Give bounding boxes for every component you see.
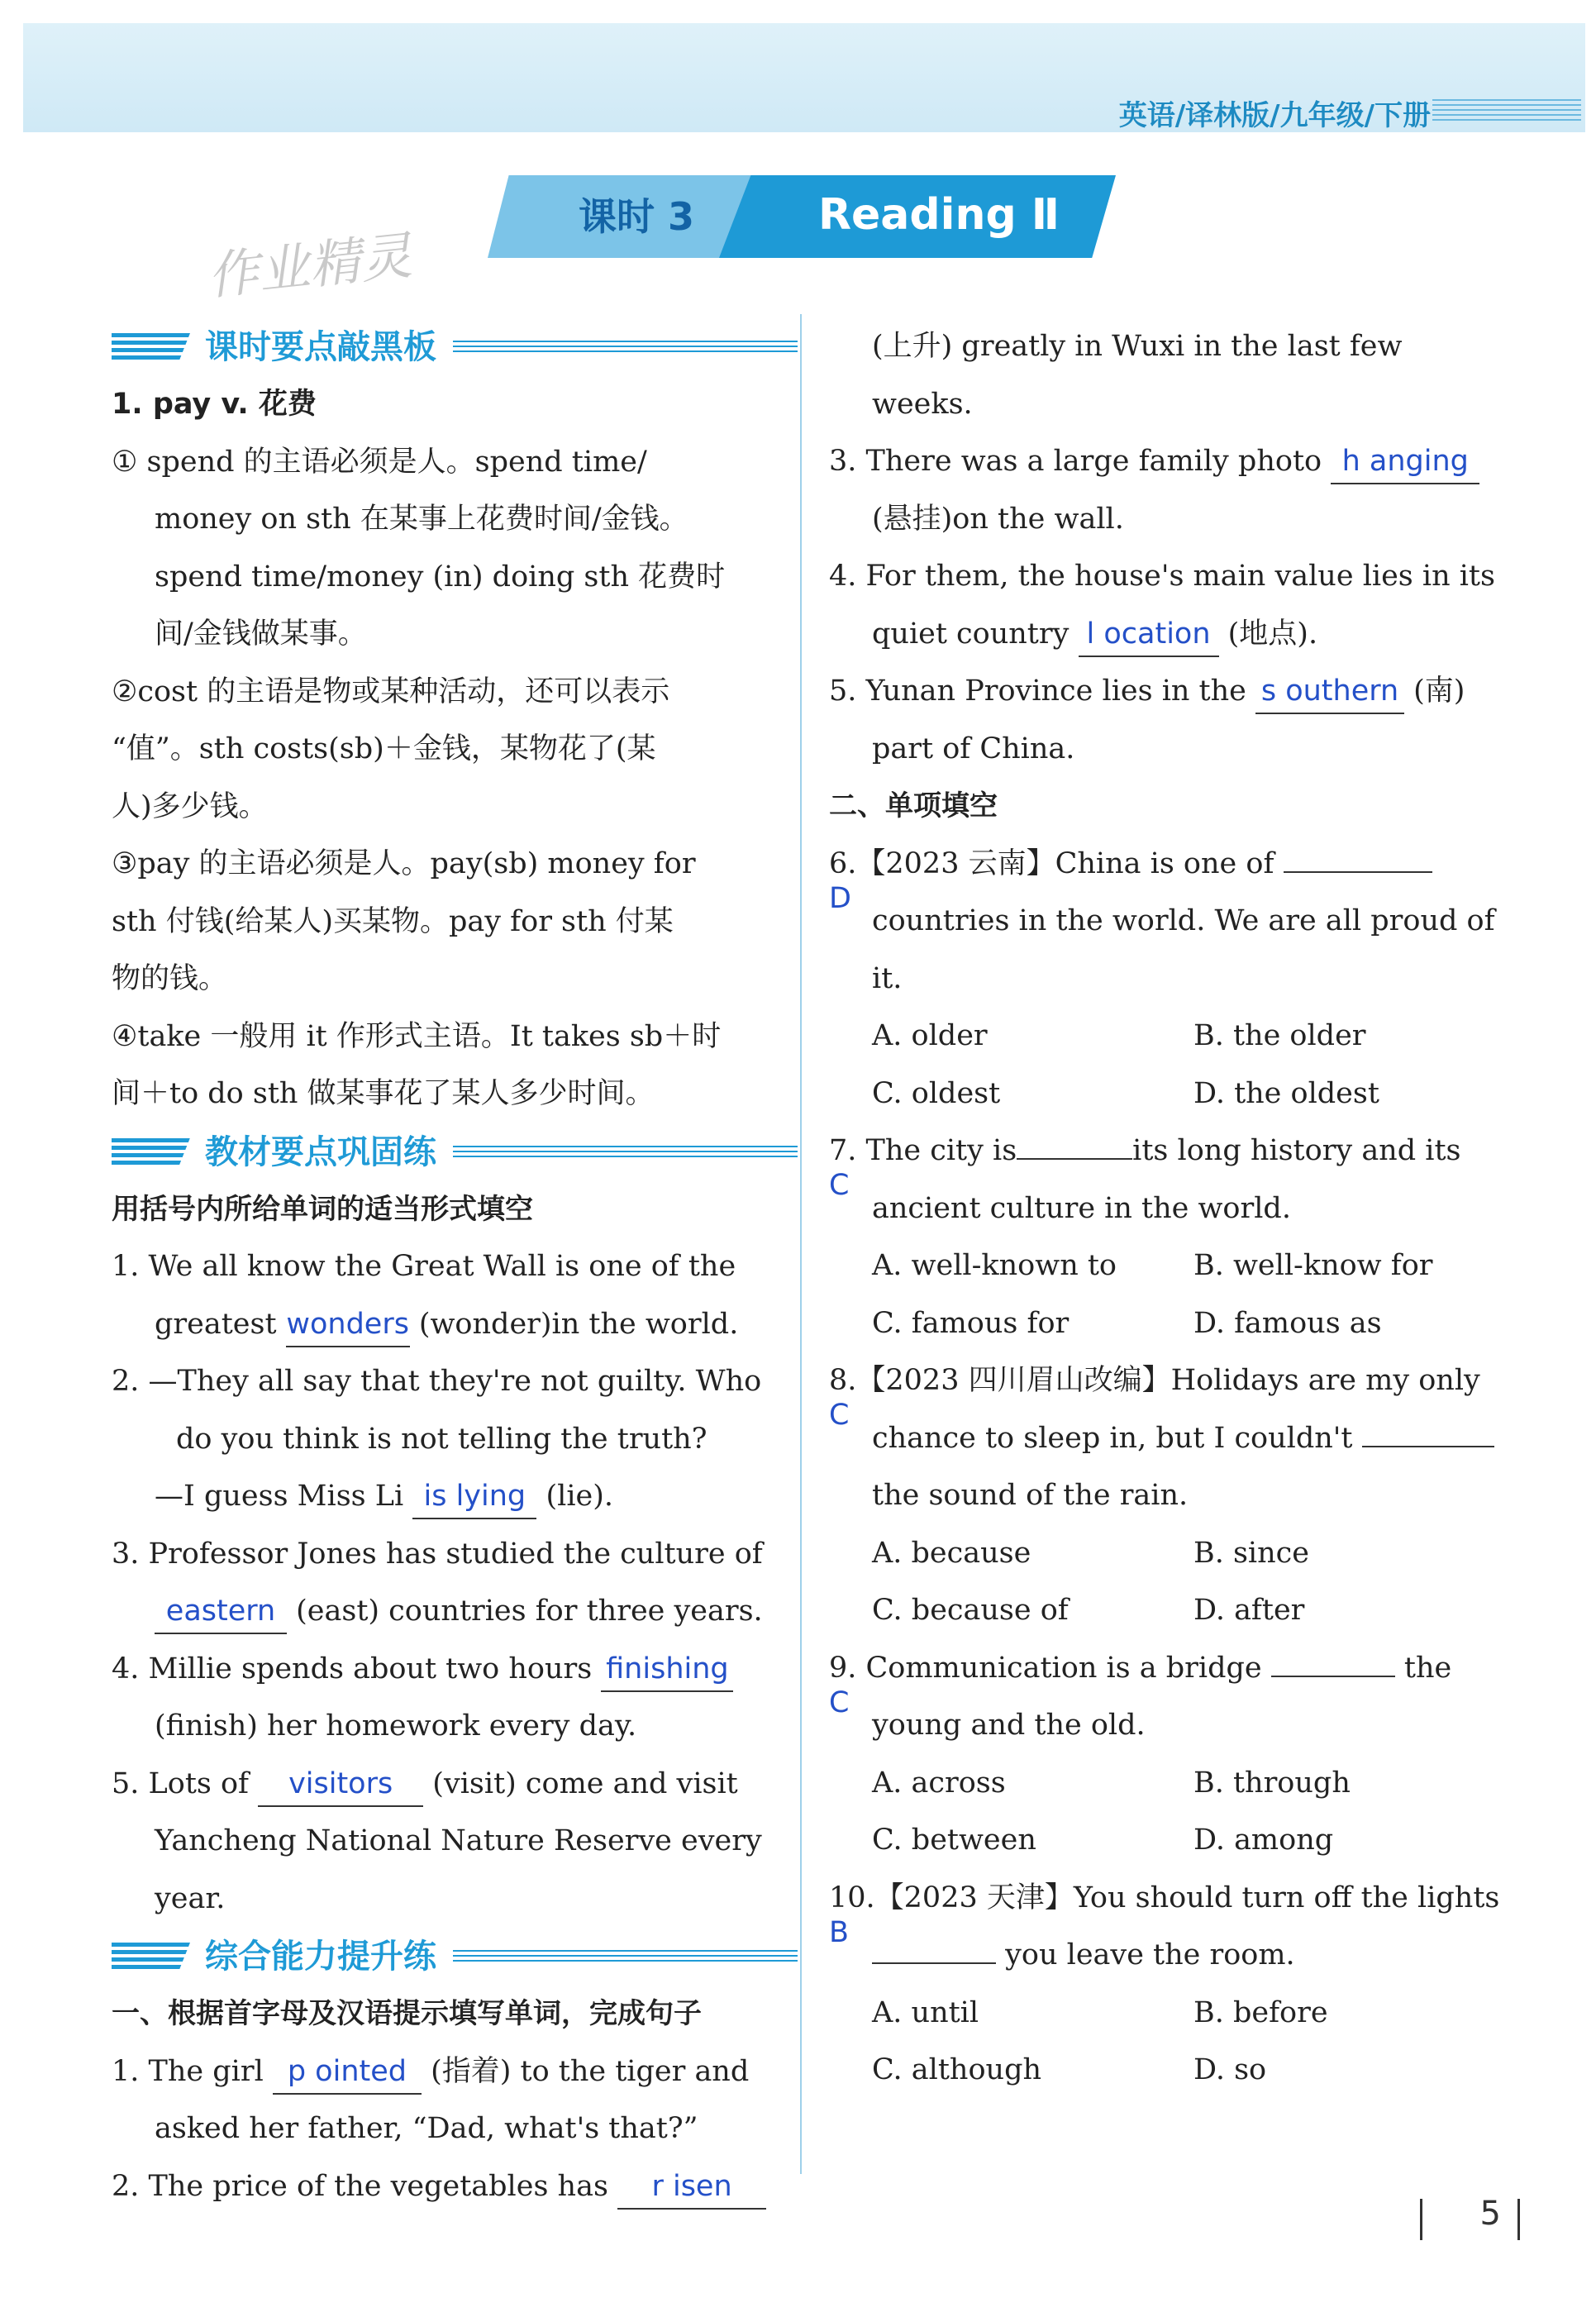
question-text: (visit) come and visit [432, 1766, 738, 1800]
section-title: 课时要点敲黑板 [205, 328, 436, 367]
note-line: 物的钱。 [112, 962, 228, 995]
question-text: chance to sleep in, but I couldn't [872, 1421, 1353, 1455]
question-text: 4. Millie spends about two hours [112, 1652, 593, 1685]
question-text: you leave the room. [1005, 1938, 1295, 1971]
note-line: ④take 一般用 it 作形式主语。It takes sb＋时 [112, 1019, 722, 1053]
question-text: 5. Lots of [112, 1766, 250, 1800]
answer-mark: B [829, 1915, 850, 1949]
lesson-number: 课时 3 [579, 194, 695, 239]
question-text: (wonder)in the world. [418, 1307, 739, 1341]
section-rule [453, 1146, 798, 1161]
option: D. famous as [1193, 1306, 1382, 1340]
option: D. among [1193, 1824, 1334, 1857]
option: C. famous for [872, 1306, 1070, 1340]
question-line: 8.【2023 四川眉山改编】Holidays are my only [829, 1364, 1480, 1397]
option: C. because of [872, 1594, 1069, 1627]
option: B. well-know for [1193, 1249, 1433, 1282]
option: B. through [1193, 1766, 1351, 1800]
question-text: greatest [155, 1307, 277, 1341]
note-line: 人)多少钱。 [112, 789, 268, 823]
lesson-banner [488, 175, 1116, 258]
answer-blank: l ocation [1079, 613, 1219, 657]
question-line: 4. For them, the house's main value lies in its [829, 560, 1495, 593]
options-row [829, 1066, 1515, 1123]
question-line: 10.【2023 天津】You should turn off the lights [829, 1881, 1500, 1914]
question-line: 3. Professor Jones has studied the culture of [112, 1537, 763, 1571]
note-line: 间/金钱做某事。 [155, 617, 367, 651]
option: D. so [1193, 2053, 1267, 2086]
section-title: 教材要点巩固练 [205, 1132, 436, 1171]
question-text: 6.【2023 云南】China is one of [829, 846, 1274, 880]
option: C. between [872, 1824, 1036, 1857]
option: D. after [1193, 1594, 1305, 1627]
left-column [112, 318, 798, 2215]
answer-blank: h anging [1331, 440, 1479, 484]
question-8 [829, 1352, 1515, 1640]
answer-blank [1271, 1676, 1395, 1677]
part-title: 二、单项填空 [829, 789, 998, 822]
section-rule [453, 341, 798, 355]
book-info: 英语/译林版/九年级/下册 [1118, 99, 1431, 132]
question-text: (指着) to the tiger and [431, 2054, 750, 2088]
question-text: (南) [1413, 675, 1465, 708]
question-text: —I guess Miss Li [155, 1480, 404, 1513]
question-line: countries in the world. We are all proud of [872, 904, 1495, 937]
answer-blank: is lying [412, 1475, 536, 1519]
section-stripes-icon [112, 1943, 190, 1972]
question-line: ancient culture in the world. [872, 1191, 1291, 1225]
answer-blank: r isen [617, 2165, 766, 2210]
column-divider [800, 314, 802, 2174]
answer-blank [1362, 1446, 1494, 1447]
question-text: (lie). [545, 1480, 614, 1513]
note-line: ②cost 的主语是物或某种活动，还可以表示 [112, 675, 670, 708]
question-line: (finish) her homework every day. [155, 1709, 637, 1743]
note-line: spend time/money (in) doing sth 花费时 [155, 560, 726, 594]
answer-blank: finishing [601, 1647, 733, 1692]
answer-mark: C [829, 1169, 850, 1202]
options-row [829, 1755, 1515, 1813]
question-7 [829, 1123, 1515, 1352]
question-line: weeks. [872, 387, 973, 421]
part-title: 一、根据首字母及汉语提示填写单词，完成句子 [112, 1997, 702, 2030]
note-line: ③pay 的主语必须是人。pay(sb) money for [112, 847, 696, 880]
options-row [829, 2042, 1515, 2100]
question-6 [829, 836, 1515, 1123]
answer-blank [872, 1962, 996, 1964]
answer-mark: C [829, 1399, 850, 1432]
question-text: its long history and its [1132, 1134, 1461, 1167]
question-line: asked her father, “Dad, what's that?” [155, 2112, 698, 2145]
option: B. the older [1193, 1019, 1366, 1052]
answer-blank: wonders [286, 1303, 410, 1347]
option: D. the oldest [1193, 1076, 1379, 1110]
options-row [829, 1985, 1515, 2043]
question-line: it. [872, 961, 903, 995]
question-text: 1. The girl [112, 2054, 264, 2088]
option: A. across [872, 1766, 1006, 1800]
answer-blank: s outhern [1255, 670, 1404, 714]
question-text: (east) countries for three years. [296, 1595, 763, 1628]
question-line: the sound of the rain. [872, 1479, 1189, 1512]
watermark: 作业精灵 [204, 225, 415, 307]
answer-blank: p ointed [273, 2050, 422, 2095]
question-text: 2. The price of the vegetables has [112, 2169, 608, 2203]
section-header [112, 323, 798, 373]
option: B. since [1193, 1536, 1309, 1570]
question-line: young and the old. [872, 1709, 1146, 1742]
options-row [829, 1295, 1515, 1353]
option: B. before [1193, 1995, 1328, 2029]
option: C. oldest [872, 1076, 1001, 1110]
note-line: ① spend 的主语必须是人。spend time/ [112, 445, 647, 479]
option: A. older [872, 1019, 988, 1052]
option: C. although [872, 2053, 1042, 2086]
lesson-title: Reading Ⅱ [818, 190, 1060, 240]
question-line: 2. —They all say that they're not guilty. Who [112, 1365, 762, 1398]
question-line: 1. We all know the Great Wall is one of the [112, 1250, 736, 1283]
question-line: Yancheng National Nature Reserve every year. [155, 1824, 762, 1915]
page-number-bar [1420, 2199, 1422, 2240]
question-line: part of China. [872, 732, 1075, 765]
options-row [829, 1525, 1515, 1583]
question-text: 3. There was a large family photo [829, 445, 1322, 478]
section-rule [453, 1950, 798, 1965]
question-10 [829, 1870, 1515, 2100]
answer-blank: visitors [258, 1762, 423, 1807]
note-line: “值”。sth costs(sb)＋金钱，某物花了(某 [112, 732, 656, 765]
section-stripes-icon [112, 333, 190, 363]
question-text: 7. The city is [829, 1134, 1017, 1167]
answer-blank: eastern [155, 1590, 287, 1634]
question-text: (地点). [1227, 617, 1318, 651]
option: A. until [872, 1995, 979, 2029]
option: A. because [872, 1536, 1031, 1570]
question-9 [829, 1640, 1515, 1870]
page-number: 5 [1479, 2195, 1501, 2233]
question-line: do you think is not telling the truth? [176, 1422, 707, 1456]
option: A. well-known to [872, 1249, 1117, 1282]
options-row [829, 1812, 1515, 1870]
options-row [829, 1237, 1515, 1295]
question-text: quiet country [872, 617, 1070, 651]
vocab-entry: 1. pay v. 花费 [112, 388, 317, 421]
instruction: 用括号内所给单词的适当形式填空 [112, 1192, 533, 1226]
answer-mark: C [829, 1685, 850, 1719]
section-title: 综合能力提升练 [205, 1938, 436, 1976]
answer-blank [1284, 871, 1432, 873]
section-header [112, 1933, 798, 1982]
answer-mark: D [829, 881, 851, 915]
note-line: 间＋to do sth 做某事花了某人多少时间。 [112, 1077, 655, 1110]
answer-blank [1017, 1158, 1132, 1160]
options-row [829, 1582, 1515, 1640]
question-line: (上升) greatly in Wuxi in the last few [872, 330, 1403, 363]
options-row [829, 1008, 1515, 1066]
section-stripes-icon [112, 1138, 190, 1168]
note-line: money on sth 在某事上花费时间/金钱。 [155, 503, 688, 536]
question-text: 9. Communication is a bridge [829, 1651, 1262, 1685]
question-line: (悬挂)on the wall. [872, 502, 1124, 536]
right-column [829, 318, 1515, 2100]
question-text: 5. Yunan Province lies in the [829, 675, 1246, 708]
header-decoration [1432, 99, 1581, 124]
page-number-bar [1517, 2199, 1520, 2240]
note-line: sth 付钱(给某人)买某物。pay for sth 付某 [112, 904, 674, 938]
section-header [112, 1128, 798, 1178]
question-text: the [1403, 1651, 1452, 1685]
